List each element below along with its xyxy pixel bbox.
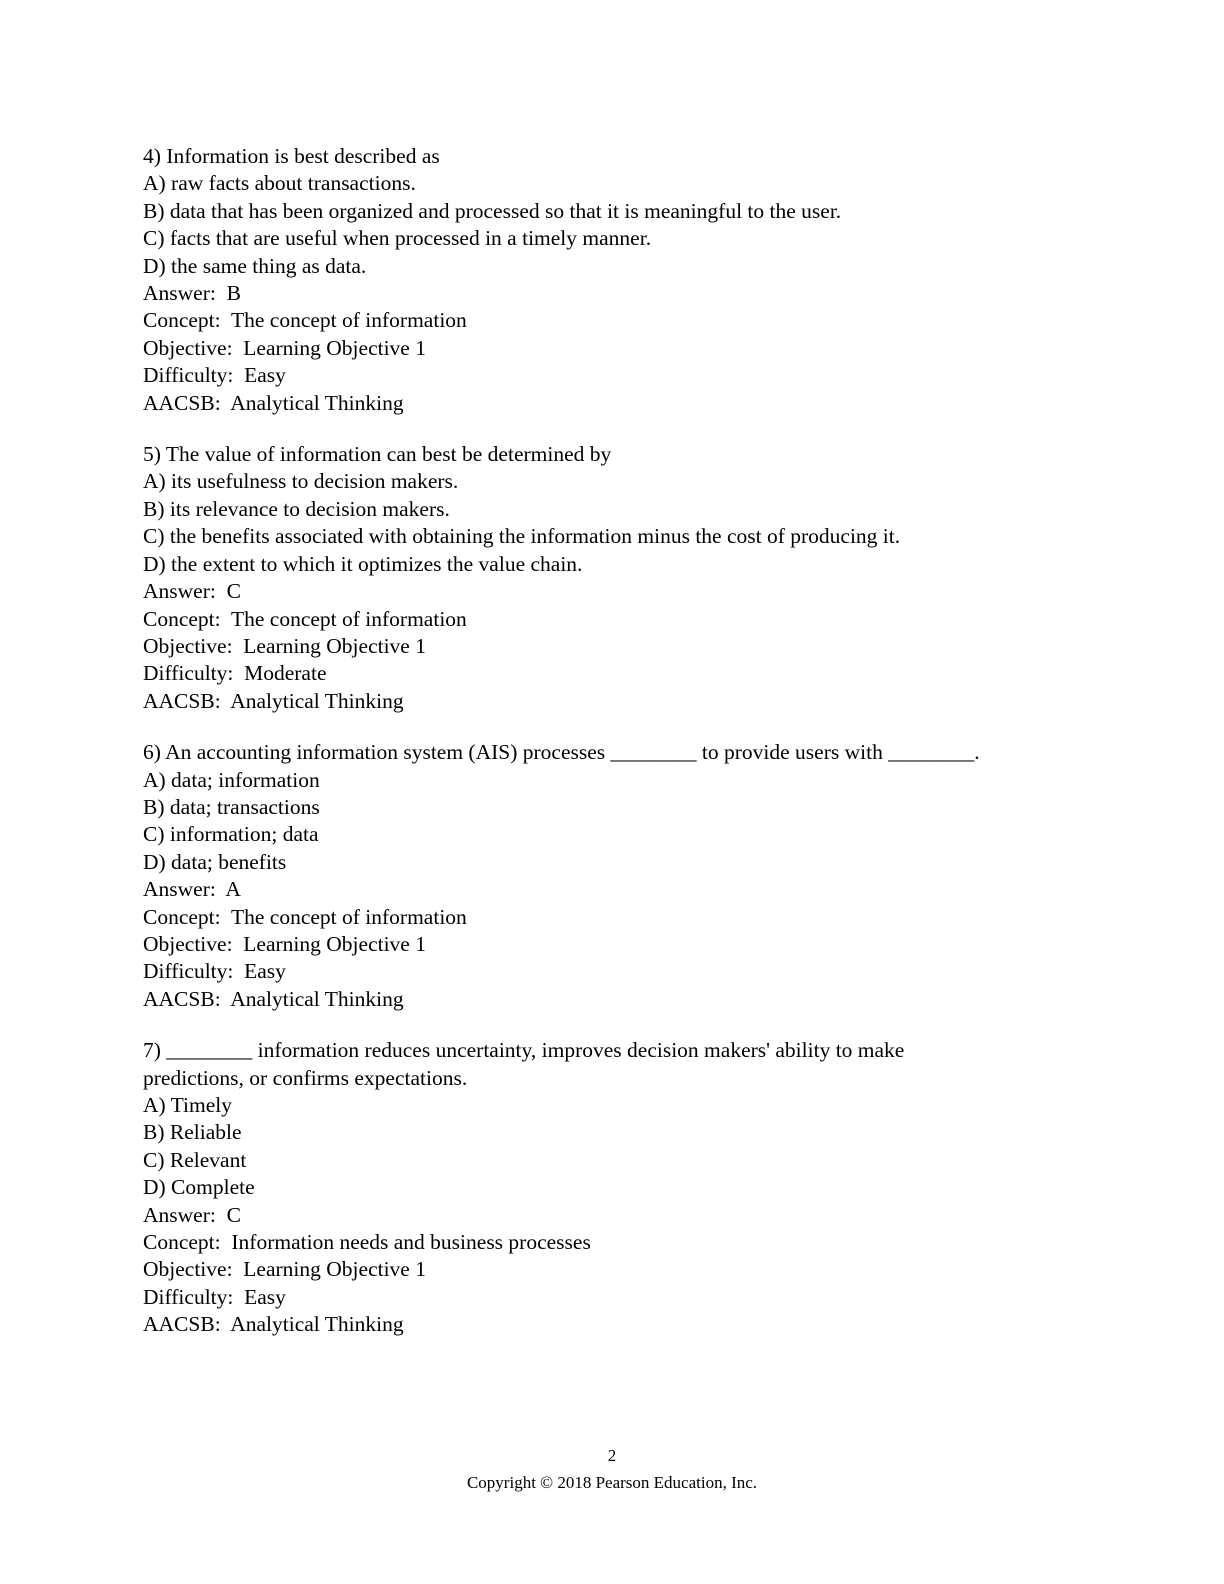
option-d: D) data; benefits <box>143 849 287 874</box>
option-c: C) information; data <box>143 822 319 847</box>
answer: Answer: C <box>143 1202 241 1227</box>
aacsb: AACSB: Analytical Thinking <box>143 1312 404 1337</box>
option-d: D) the extent to which it optimizes the value chain. <box>143 551 583 576</box>
answer: Answer: C <box>143 579 241 604</box>
objective: Objective: Learning Objective 1 <box>143 633 426 658</box>
aacsb: AACSB: Analytical Thinking <box>143 688 404 713</box>
objective: Objective: Learning Objective 1 <box>143 335 426 360</box>
option-a: A) raw facts about transactions. <box>143 171 416 196</box>
question-stem: 4) Information is best described as <box>143 144 440 168</box>
option-c: C) Relevant <box>143 1147 247 1172</box>
copyright-notice: Copyright © 2018 Pearson Education, Inc. <box>466 1473 758 1492</box>
answer: Answer: B <box>143 281 241 306</box>
concept: Concept: The concept of information <box>143 606 467 631</box>
concept: Concept: Information needs and business processes <box>143 1230 591 1255</box>
question-7 <box>143 1037 1103 1338</box>
question-stem-continued: predictions, or confirms expectations. <box>143 1065 468 1090</box>
difficulty: Difficulty: Moderate <box>143 661 327 686</box>
document-body <box>143 143 1103 1363</box>
question-stem: 5) The value of information can best be determined by <box>143 442 612 467</box>
aacsb: AACSB: Analytical Thinking <box>143 986 404 1011</box>
question-4 <box>143 143 1103 417</box>
answer: Answer: A <box>143 877 241 902</box>
option-b: B) data that has been organized and processed so that it is meaningful to the user. <box>143 198 842 223</box>
concept: Concept: The concept of information <box>143 904 467 929</box>
option-a: A) Timely <box>143 1093 233 1117</box>
option-d: D) Complete <box>143 1175 255 1200</box>
objective: Objective: Learning Objective 1 <box>143 1257 426 1282</box>
question-5 <box>143 441 1103 715</box>
aacsb: AACSB: Analytical Thinking <box>143 390 404 415</box>
question-6 <box>143 739 1103 1013</box>
page-number: 2 <box>607 1446 617 1465</box>
option-b: B) data; transactions <box>143 794 320 819</box>
option-a: A) data; information <box>143 767 320 792</box>
question-stem: 7) ________ information reduces uncertainty, improves decision makers' ability to make <box>143 1038 905 1063</box>
option-b: B) its relevance to decision makers. <box>143 496 450 521</box>
option-c: C) facts that are useful when processed in a timely manner. <box>143 226 652 251</box>
difficulty: Difficulty: Easy <box>143 1284 286 1309</box>
option-a: A) its usefulness to decision makers. <box>143 469 459 494</box>
objective: Objective: Learning Objective 1 <box>143 931 426 956</box>
option-c: C) the benefits associated with obtaining the information minus the cost of producing it. <box>143 524 901 549</box>
option-b: B) Reliable <box>143 1120 242 1145</box>
difficulty: Difficulty: Easy <box>143 363 286 388</box>
option-d: D) the same thing as data. <box>143 253 367 278</box>
concept: Concept: The concept of information <box>143 308 467 333</box>
difficulty: Difficulty: Easy <box>143 959 286 984</box>
question-stem: 6) An accounting information system (AIS) processes ________ to provide users with ________. <box>143 740 980 765</box>
